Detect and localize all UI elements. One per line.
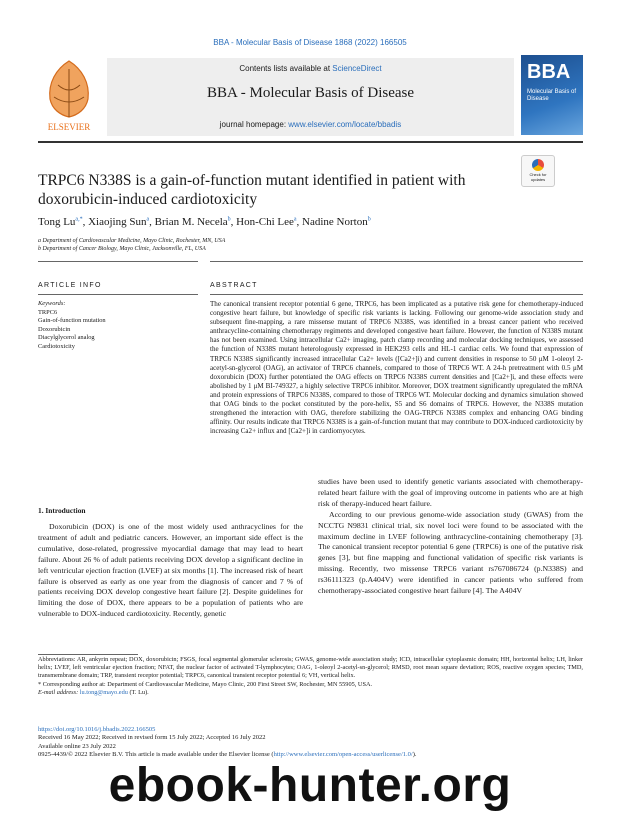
elsevier-logo-text: ELSEVIER xyxy=(47,122,91,132)
license-suffix: ). xyxy=(412,750,417,758)
received-dates: Received 16 May 2022; Received in revised form 15 July 2022; Accepted 16 July 2022 xyxy=(38,734,266,742)
author-list xyxy=(38,216,371,228)
intro-paragraph: Doxorubicin (DOX) is one of the most widely used anthracyclines for the treatment of adult and pediatric cancers. However, an important side effect is the cumulative, dose-related, progressive myocardial damage that may lead to heart failure. About 26 % of adult patients receiving DOX develop a significant decline in left ventricular ejection fraction (LVEF) at six months [1]. The increased risk of heart failure is observed as early as one year from the diagnosis of cancer and 7 % of patients receiving DOX develop congestive heart failure [2]. Despite guidelines for limiting the dose of DOX, there appears to be a population of patients who are vulnerable to DOX-induced cardiotoxicity. Recently, genetic xyxy=(38,522,303,619)
author-sep: , xyxy=(296,216,303,228)
author-sup[interactable]: b xyxy=(227,216,231,223)
check-updates-label: Check for updates xyxy=(529,172,547,182)
author-sep: , xyxy=(230,216,237,228)
abstract-text: The canonical transient receptor potential 6 gene, TRPC6, has been implicated as a putative risk gene for chemotherapy-induced congestive heart failure, but knowledge of specific risk variants is lacking. Following our genome-wide association study and subsequent fine-mapping, a rare missense mutant of TRPC6 N338S, was identified in a breast cancer patient who received anthracycline-containing chemotherapy regiments and developed congestive heart failure. However, the function of N338S mutant has not been examined. Using intracellular Ca2+ imaging, patch clamp recording and molecular docking techniques, we assessed the function of N338S mutant heterologously expressed in HEK293 cells and HL-1 cardiac cells. We found that expression of TRPC6 N338S significantly increased intracellular Ca2+ levels ([Ca2+]i) and current densities in response to 50 μM 1-oleoyl 2-acetyl-sn-glycerol (OAG), an activator of TRPC6 channels, compared to those of TRPC6 WT. A 24-h pretreatment with 0.5 μM doxorubicin (DOX) further potentiated the OAG effects on TRPC6 N338S current densities and [Ca2+]i, and these effects were abolished by 1 μM BI-749327, a highly selective TRPC6 inhibitor. Moreover, DOX treatment significantly upregulated the mRNA and protein expressions of TRPC6 N338S, compared to those of TRPC6 WT. Molecular docking and dynamics simulation showed that OAG binds to the pocket constituted by the pore-helix, S5 and S6 domains of TRPC6. However, the N338S mutation strengthened the interaction with OAG, therefore stabilizing the OAG-TRPC6 N338S complex and enhancing OAG binding affinity. Our results indicate that TRPC6 N338S is a gain-of-function mutant that may contribute to DOX-induced cardiotoxicity by increasing Ca2+ influx and [Ca2+]i in cardiomyocytes. xyxy=(210,300,583,436)
intro-paragraph: According to our previous genome-wide association study (GWAS) from the NCCTG N9831 clinical trial, six novel loci were found to be associated with the maximum decline in LVEF following anthracycline-containing chemotherapy [3]. The canonical transient receptor potential 6 gene (TRPC6) is one of the putative risk genes [3], but fine mapping and functional validation of specific risk variants is missing. Recently, two missense TRPC6 variant rs767086724 (p.N338S) and rs36111323 (p.A404V) were identified in cancer patients who suffered from chemotherapy-associated congestive heart failure [4]. The A404V xyxy=(318,509,583,596)
author-sup[interactable]: a,* xyxy=(75,216,83,223)
intro-left-column xyxy=(38,522,303,620)
keyword: Doxorubicin xyxy=(38,325,71,333)
keywords-block xyxy=(38,300,106,352)
homepage-link[interactable]: www.elsevier.com/locate/bbadis xyxy=(288,120,402,129)
keyword: Cardiotoxicity xyxy=(38,342,75,350)
keyword: Diacylglycerol analog xyxy=(38,334,95,342)
journal-cover[interactable] xyxy=(521,55,583,135)
cover-subtitle: Molecular Basis of Disease xyxy=(527,89,577,102)
license-link[interactable]: http://www.elsevier.com/open-access/userlicense/1.0/ xyxy=(273,750,413,758)
author-name[interactable]: Nadine Norton xyxy=(302,216,368,228)
author-name[interactable]: Brian M. Necela xyxy=(154,216,228,228)
journal-reference[interactable]: BBA - Molecular Basis of Disease 1868 (2022) 166505 xyxy=(213,38,407,47)
divider xyxy=(38,294,198,295)
divider xyxy=(210,261,583,262)
abbreviations-note: Abbreviations: AR, ankyrin repeat; DOX, doxorubicin; FSGS, focal segmental glomerular sclerosis; GWAS, genome-wide association study; ICD, intracellular cytoplasmic domain; HH, horizontal helix; LH, linker helix; LVEF, left ventricular ejection fraction; NFAT, the nuclear factor of activated T-lymphocytes; OAG, 1-oleoyl 2-acetyl-sn-glycerol; RMSD, root mean square deviation; ROS, reactive oxygen species; TMD, transmembrane domain; TRP, transient receptor potential; TRPC6, canonical transient receptor potential 6; VH, vertical helix. xyxy=(38,656,583,680)
available-online: Available online 23 July 2022 xyxy=(38,742,116,750)
email-suffix: (T. Lu). xyxy=(127,688,149,696)
footnotes xyxy=(38,656,583,697)
contents-line xyxy=(107,64,514,73)
intro-paragraph: studies have been used to identify genetic variants associated with chemotherapy-related heart failure with the goal of improving outcome in patients who are at high risk of therapy-induced heart failure. xyxy=(318,477,583,508)
author-sup[interactable]: a xyxy=(293,216,297,223)
introduction-heading: 1. Introduction xyxy=(38,506,86,515)
elsevier-logo xyxy=(38,55,100,135)
email-note xyxy=(38,689,583,697)
license-prefix: 0925-4439/© 2022 Elsevier B.V. This article is made available under the Elsevier license ( xyxy=(38,750,274,758)
keyword: TRPC6 xyxy=(38,308,58,316)
cover-title: BBA xyxy=(527,61,571,83)
divider xyxy=(38,261,198,262)
author-name[interactable]: Hon-Chi Lee xyxy=(236,216,294,228)
keywords-heading: Keywords: xyxy=(38,300,66,307)
author-sup[interactable]: b xyxy=(367,216,371,223)
homepage-prefix: journal homepage: xyxy=(219,120,289,129)
affiliation-b: b Department of Cancer Biology, Mayo Clinic, Jacksonville, FL, USA xyxy=(38,246,206,252)
keyword: Gain-of-function mutation xyxy=(38,317,106,325)
journal-header xyxy=(107,58,514,136)
article-info-heading: ARTICLE INFO xyxy=(38,282,102,289)
email-prefix: E-mail address: xyxy=(38,688,80,696)
watermark: ebook-hunter.org xyxy=(108,759,512,812)
check-for-updates-badge[interactable] xyxy=(521,155,555,187)
author-sep: , xyxy=(149,216,155,228)
divider xyxy=(210,294,583,295)
article-title: TRPC6 N338S is a gain-of-function mutant identified in patient with doxorubicin-induced cardiotoxicity xyxy=(38,172,466,208)
corresponding-author-note: * Corresponding author at: Department of Cardiovascular Medicine, Mayo Clinic, 200 First Street SW, Rochester, MN 55905, USA. xyxy=(38,680,373,688)
author-name[interactable]: Tong Lu xyxy=(38,216,76,228)
publication-history xyxy=(38,726,416,759)
contents-prefix: Contents lists available at xyxy=(239,64,333,73)
author-sep: , xyxy=(82,216,89,228)
header-divider xyxy=(38,141,583,143)
email-link[interactable]: lu.tong@mayo.edu xyxy=(79,688,128,696)
author-sup[interactable]: a xyxy=(146,216,150,223)
doi-link[interactable]: https://doi.org/10.1016/j.bbadis.2022.166505 xyxy=(38,726,156,733)
intro-right-column xyxy=(318,477,583,597)
affiliation-a: a Department of Cardiovascular Medicine, Mayo Clinic, Rochester, MN, USA xyxy=(38,238,226,244)
journal-name: BBA - Molecular Basis of Disease xyxy=(206,85,415,101)
abstract-heading: ABSTRACT xyxy=(210,282,258,289)
check-updates-icon xyxy=(532,159,544,171)
sciencedirect-link[interactable]: ScienceDirect xyxy=(332,64,382,73)
footnote-divider xyxy=(38,654,138,655)
homepage-line xyxy=(107,120,514,129)
author-name[interactable]: Xiaojing Sun xyxy=(88,216,147,228)
